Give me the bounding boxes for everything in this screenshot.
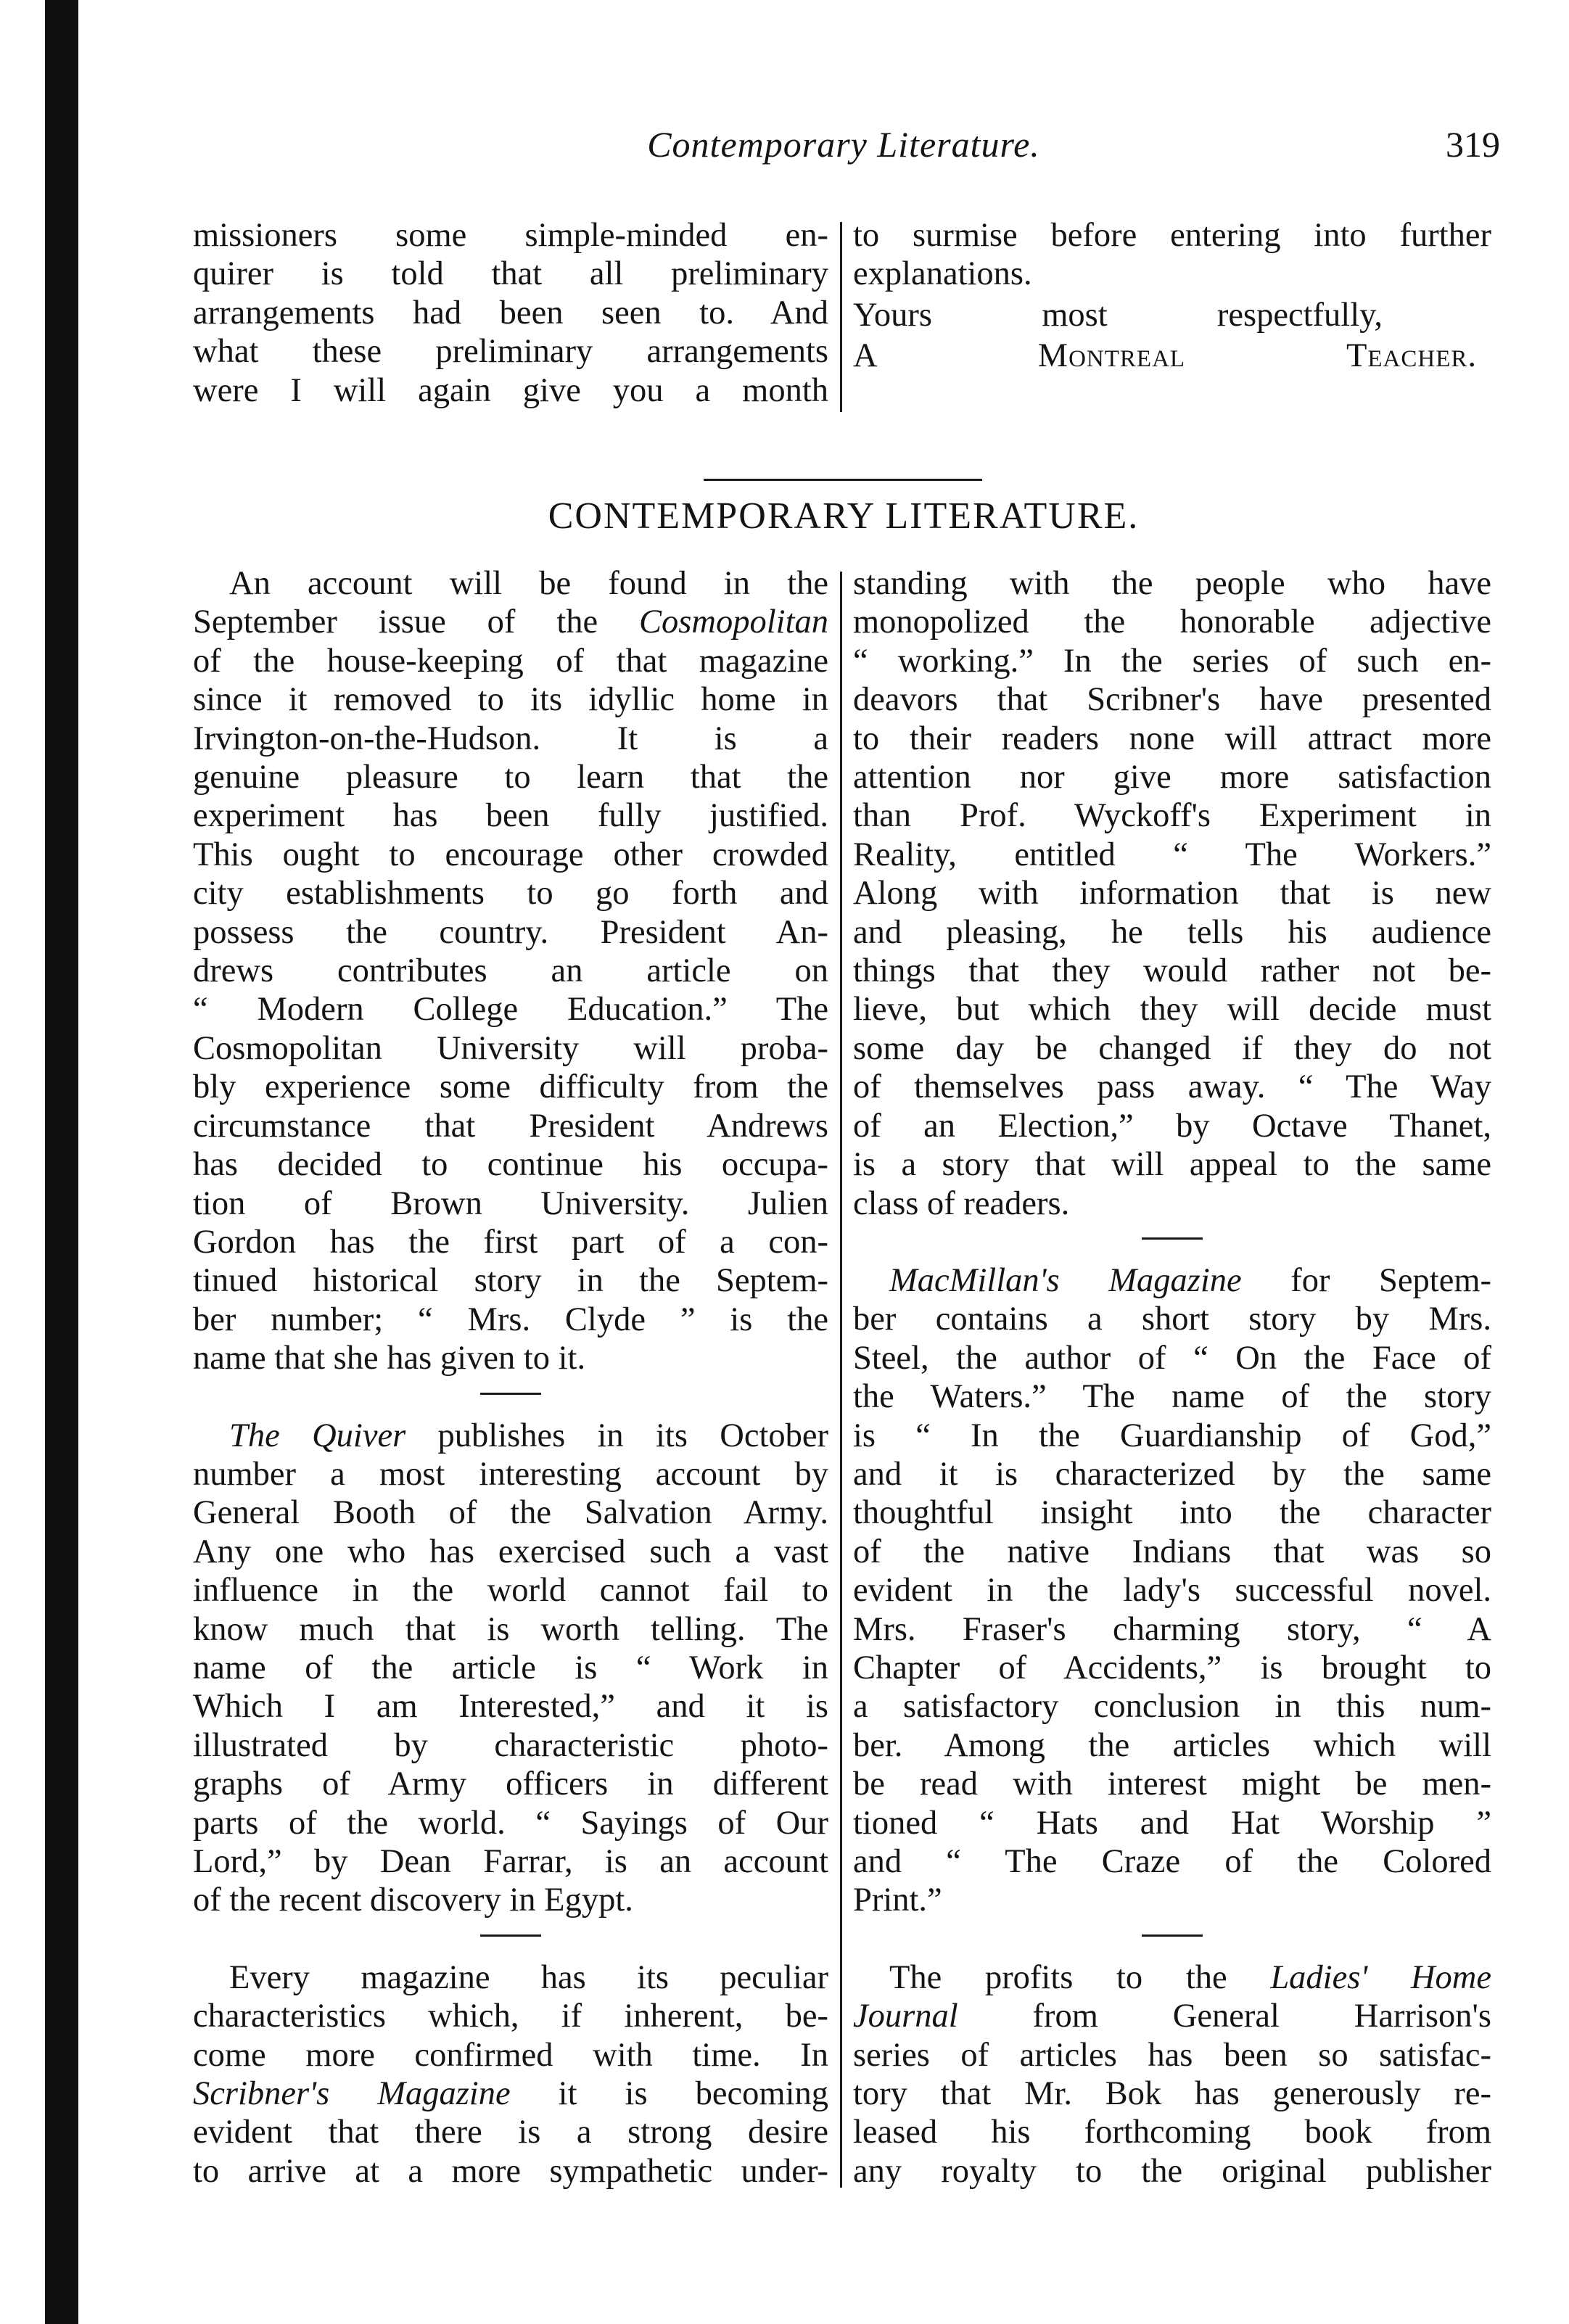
text-line: graphs of Army officers in different [193,1765,828,1803]
text-line: know much that is worth telling. The [193,1610,828,1648]
text-line: circumstance that President Andrews [193,1107,828,1145]
text-span: The profits to the [889,1958,1271,1996]
text-line [193,2074,828,2113]
letter-closing: Yours most respectfully, [853,296,1383,334]
text-line: monopolized the honorable adjective [853,603,1491,641]
letter-right-column [853,216,1491,376]
magazine-title: Journal [853,1998,958,2035]
text-line: deavors that Scribner's have presented [853,681,1491,719]
text-line: a satisfactory conclusion in this num- [853,1688,1491,1726]
text-line: ber number; “ Mrs. Clyde ” is the [193,1301,828,1338]
text-line: tinued historical story in the Septem- [193,1262,828,1300]
text-line: Every magazine has its peculiar [229,1958,828,1996]
article-left-column [193,564,828,2191]
paragraph-divider [1142,1934,1203,1937]
text-line: ber. Among the articles which will [853,1726,1491,1764]
text-line [853,1958,1491,1997]
text-line: Along with information that is new [853,875,1491,912]
text-line: Print.” [853,1882,942,1919]
text-line: possess the country. President An- [193,913,828,951]
text-line [853,1261,1491,1300]
text-line: attention nor give more satisfaction [853,759,1491,796]
text-line [193,603,828,641]
text-line: Lord,” by Dean Farrar, is an account [193,1843,828,1880]
text-line [853,1997,1491,2035]
running-head [187,123,1500,181]
letter-line: missioners some simple-minded en- [193,217,828,254]
text-line: evident that there is a strong desire [193,2114,828,2151]
text-line: tory that Mr. Bok has generously re- [853,2075,1491,2113]
text-line: lieve, but which they will decide must [853,991,1491,1029]
text-line: any royalty to the original publisher [853,2152,1491,2190]
text-line: genuine pleasure to learn that the [193,759,828,796]
text-line: city establishments to go forth and [193,875,828,912]
text-line: drews contributes an article on [193,952,828,990]
text-span: publishes in its October [405,1417,829,1454]
text-line: Chapter of Accidents,” is brought to [853,1649,1491,1686]
text-line: number a most interesting account by [193,1455,828,1493]
text-line: since it removed to its idyllic home in [193,681,828,719]
text-line: of the recent discovery in Egypt. [193,1882,633,1919]
section-heading: CONTEMPORARY LITERATURE. [548,495,1140,537]
text-line: bly experience some difficulty from the [193,1068,828,1106]
text-line: tioned “ Hats and Hat Worship ” [853,1804,1491,1842]
section-divider [704,479,982,481]
text-line: Irvington-on-the-Hudson. It is a [193,720,828,757]
text-line: some day be changed if they do not [853,1029,1491,1067]
magazine-title: Scribner's Magazine [193,2075,511,2113]
text-line: standing with the people who have [853,565,1491,602]
text-line: ber contains a short story by Mrs. [853,1301,1491,1338]
text-line: Mrs. Fraser's charming story, “ A [853,1610,1491,1648]
letter-line: what these preliminary arrangements [193,333,828,371]
text-line: the Waters.” The name of the story [853,1378,1491,1416]
letter-line: arrangements had been seen to. And [193,294,828,331]
text-line: leased his forthcoming book from [853,2114,1491,2151]
column-divider [840,222,842,412]
text-line: and it is characterized by the same [853,1455,1491,1493]
text-line: to arrive at a more sympathetic under- [193,2152,828,2190]
paragraph-divider [480,1393,541,1395]
magazine-title: The Quiver [229,1417,406,1454]
text-line: is “ In the Guardianship of God,” [853,1417,1491,1454]
text-line: Cosmopolitan University will proba- [193,1029,828,1067]
text-line: parts of the world. “ Sayings of Our [193,1804,828,1842]
text-line: This ought to encourage other crowded [193,836,828,873]
text-line: has decided to continue his occupa- [193,1146,828,1184]
column-divider [840,572,842,2188]
running-title: Contemporary Literature. [647,124,1040,165]
text-line: evident in the lady's successful novel. [853,1572,1491,1610]
paragraph-divider [1142,1237,1203,1240]
text-line: experiment has been fully justified. [193,797,828,835]
text-line: characteristics which, if inherent, be- [193,1998,828,2035]
text-line: than Prof. Wyckoff's Experiment in [853,797,1491,835]
text-line: is a story that will appeal to the same [853,1146,1491,1184]
text-line: Reality, entitled “ The Workers.” [853,836,1491,873]
text-span: it is becoming [510,2075,828,2113]
letter-line: were I will again give you a month [193,371,828,409]
text-span: for Septem- [1241,1261,1491,1299]
text-line: and pleasing, he tells his audience [853,913,1491,951]
letter-line: quirer is told that all preliminary [193,255,828,293]
text-line: of the house-keeping of that magazine [193,642,828,680]
text-span: September issue of the [193,603,640,641]
letter-signature: A Montreal Teacher. [853,337,1477,374]
article-right-column [853,564,1491,2191]
paragraph-divider [480,1934,541,1937]
text-line: come more confirmed with time. In [193,2036,828,2074]
text-line: Gordon has the first part of a con- [193,1223,828,1261]
text-line: An account will be found in the [229,565,828,602]
text-line: be read with interest might be men- [853,1765,1491,1803]
text-line: influence in the world cannot fail to [193,1572,828,1610]
magazine-title: Ladies' Home [1270,1958,1491,1996]
magazine-title: Cosmopolitan [639,603,828,641]
text-line: Which I am Interested,” and it is [193,1688,828,1726]
text-line: to their readers none will attract more [853,720,1491,757]
text-line: “ Modern College Education.” The [193,991,828,1029]
text-line: Steel, the author of “ On the Face of [853,1339,1491,1377]
binding-edge [45,0,78,2324]
page-number: 319 [1446,124,1500,165]
text-line: name that she has given to it. [193,1340,586,1377]
text-line [193,1417,828,1455]
text-line: thoughtful insight into the character [853,1494,1491,1532]
letter-line: to surmise before entering into further [853,217,1491,254]
text-span: from General Harrison's [958,1998,1491,2035]
magazine-title: MacMillan's Magazine [889,1261,1242,1299]
text-line: and “ The Craze of the Colored [853,1843,1491,1880]
text-line: series of articles has been so satisfac- [853,2036,1491,2074]
text-line: tion of Brown University. Julien [193,1184,828,1222]
text-line: of the native Indians that was so [853,1533,1491,1570]
text-line: Any one who has exercised such a vast [193,1533,828,1570]
letter-line: explanations. [853,255,1032,293]
text-line: class of readers. [853,1184,1070,1222]
text-line: General Booth of the Salvation Army. [193,1494,828,1532]
text-line: “ working.” In the series of such en- [853,642,1491,680]
letter-left-column [193,216,828,410]
text-line: things that they would rather not be- [853,952,1491,990]
text-line: name of the article is “ Work in [193,1649,828,1686]
text-line: of an Election,” by Octave Thanet, [853,1107,1491,1145]
text-line: of themselves pass away. “ The Way [853,1068,1491,1106]
text-line: illustrated by characteristic photo- [193,1726,828,1764]
